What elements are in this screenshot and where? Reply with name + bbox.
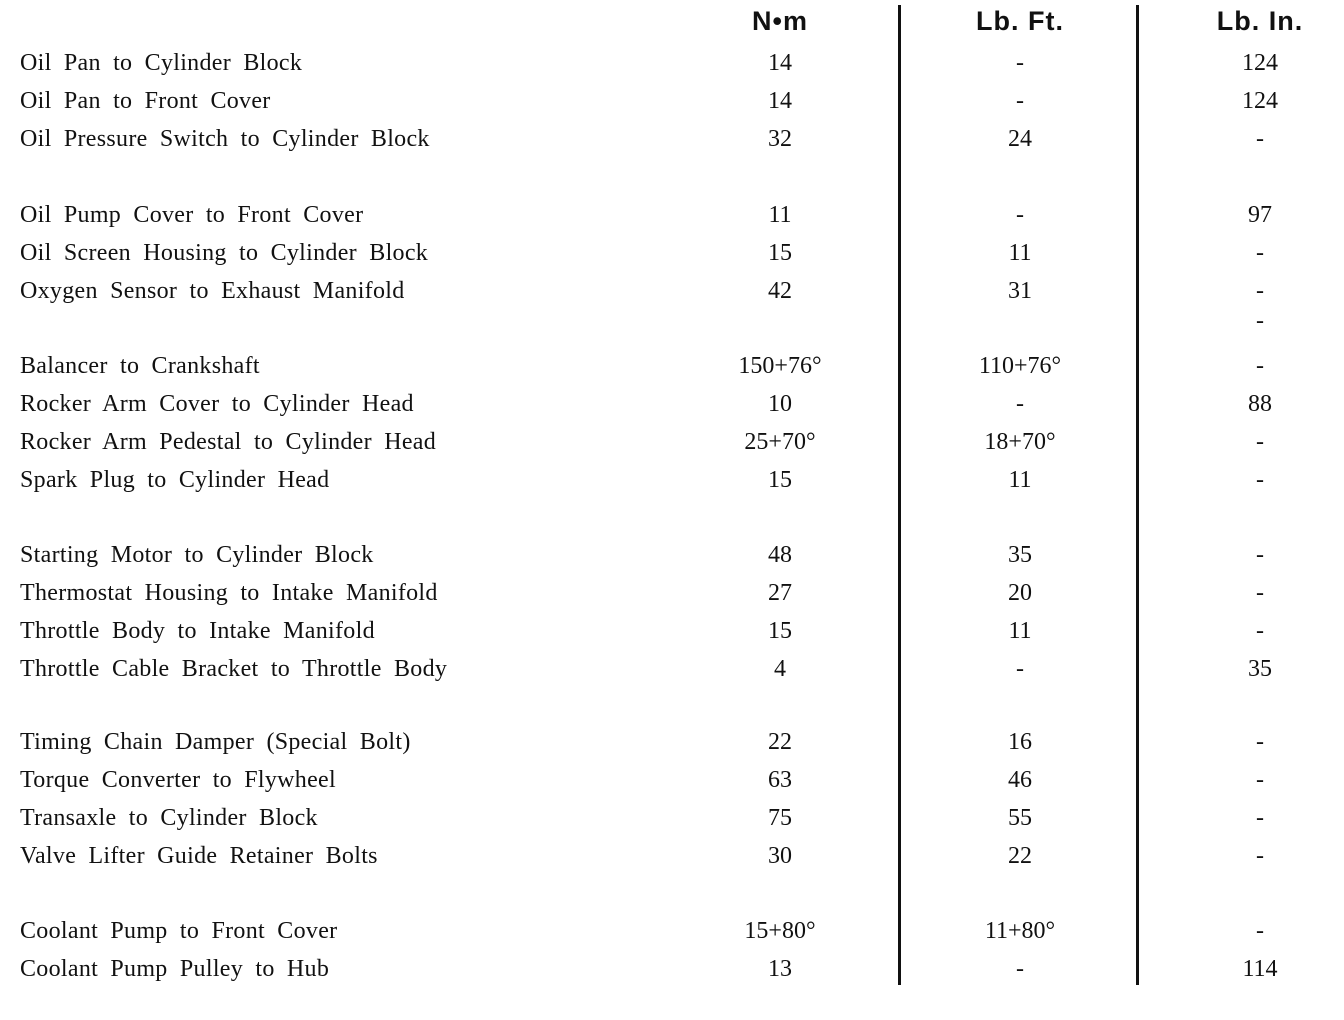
value-nm: 30 bbox=[768, 843, 792, 869]
header-nm: N•m bbox=[752, 6, 808, 36]
row-label: Oil Pump Cover to Front Cover bbox=[20, 202, 364, 228]
table-row bbox=[0, 120, 1344, 158]
value-lbft: 11 bbox=[1008, 618, 1032, 644]
value-lbin: - bbox=[1256, 467, 1264, 493]
row-label: Rocker Arm Cover to Cylinder Head bbox=[20, 391, 414, 417]
row-label: Rocker Arm Pedestal to Cylinder Head bbox=[20, 429, 437, 455]
value-nm: 75 bbox=[768, 805, 792, 831]
value-nm: 11 bbox=[768, 202, 792, 228]
value-lbft: 46 bbox=[1008, 767, 1032, 793]
table-row bbox=[0, 650, 1344, 688]
row-label: Spark Plug to Cylinder Head bbox=[20, 467, 330, 493]
value-nm: 15 bbox=[768, 467, 792, 493]
row-label: Timing Chain Damper (Special Bolt) bbox=[20, 729, 411, 755]
value-lbin: - bbox=[1256, 767, 1264, 793]
value-lbin: - bbox=[1256, 805, 1264, 831]
row-label: Throttle Cable Bracket to Throttle Body bbox=[20, 656, 448, 682]
value-nm: 42 bbox=[768, 278, 792, 304]
row-label: Throttle Body to Intake Manifold bbox=[20, 618, 375, 644]
value-lbft: 22 bbox=[1008, 843, 1032, 869]
table-row bbox=[0, 234, 1344, 272]
value-lbft: - bbox=[1016, 50, 1024, 76]
header-lbin: Lb. In. bbox=[1216, 6, 1304, 36]
value-lbin: - bbox=[1256, 618, 1264, 644]
table-row bbox=[0, 423, 1344, 461]
value-lbin: 114 bbox=[1242, 956, 1278, 982]
value-nm: 48 bbox=[768, 542, 792, 568]
value-nm: 32 bbox=[768, 126, 792, 152]
value-nm: 27 bbox=[768, 580, 792, 606]
value-lbft: - bbox=[1016, 88, 1024, 114]
value-nm: 22 bbox=[768, 729, 792, 755]
value-lbft: - bbox=[1016, 656, 1024, 682]
value-lbin: - bbox=[1256, 729, 1264, 755]
row-label: Torque Converter to Flywheel bbox=[20, 767, 336, 793]
row-label: Valve Lifter Guide Retainer Bolts bbox=[20, 843, 378, 869]
table-row bbox=[0, 950, 1344, 988]
row-label: Coolant Pump to Front Cover bbox=[20, 918, 338, 944]
value-nm: 4 bbox=[774, 656, 786, 682]
row-label: Oil Pressure Switch to Cylinder Block bbox=[20, 126, 430, 152]
value-lbft: 31 bbox=[1008, 278, 1032, 304]
table-row bbox=[0, 272, 1344, 310]
table-row bbox=[0, 385, 1344, 423]
value-lbin: 124 bbox=[1242, 88, 1278, 114]
value-lbin: 97 bbox=[1248, 202, 1272, 228]
value-lbin: - bbox=[1256, 580, 1264, 606]
value-lbin: - bbox=[1256, 240, 1264, 266]
value-nm: 150+76° bbox=[738, 353, 822, 379]
table-row bbox=[0, 574, 1344, 612]
table-row bbox=[0, 82, 1344, 120]
row-label: Transaxle to Cylinder Block bbox=[20, 805, 318, 831]
value-lbin: - bbox=[1256, 918, 1264, 944]
value-lbin: - bbox=[1256, 278, 1264, 304]
value-nm: 14 bbox=[768, 50, 792, 76]
value-lbft: 55 bbox=[1008, 805, 1032, 831]
value-nm: 25+70° bbox=[744, 429, 816, 455]
value-nm: 13 bbox=[768, 956, 792, 982]
row-label: Oil Pan to Front Cover bbox=[20, 88, 271, 114]
table-row bbox=[0, 837, 1344, 875]
value-nm: 63 bbox=[768, 767, 792, 793]
table-row bbox=[0, 912, 1344, 950]
value-lbft: - bbox=[1016, 202, 1024, 228]
row-label: Oil Screen Housing to Cylinder Block bbox=[20, 240, 429, 266]
value-lbft: 20 bbox=[1008, 580, 1032, 606]
value-lbft: 110+76° bbox=[978, 353, 1062, 379]
table-row bbox=[0, 536, 1344, 574]
value-lbin: - bbox=[1256, 353, 1264, 379]
row-label: Coolant Pump Pulley to Hub bbox=[20, 956, 330, 982]
value-lbin: - bbox=[1256, 542, 1264, 568]
value-lbft: 11 bbox=[1008, 240, 1032, 266]
value-lbft: 16 bbox=[1008, 729, 1032, 755]
table-row bbox=[0, 196, 1344, 234]
value-nm: 14 bbox=[768, 88, 792, 114]
value-lbft: 18+70° bbox=[984, 429, 1056, 455]
value-nm: 15 bbox=[768, 240, 792, 266]
row-label: Starting Motor to Cylinder Block bbox=[20, 542, 374, 568]
table-row bbox=[0, 761, 1344, 799]
table-row bbox=[0, 612, 1344, 650]
value-lbft: - bbox=[1016, 391, 1024, 417]
value-lbft: 35 bbox=[1008, 542, 1032, 568]
table-row bbox=[0, 44, 1344, 82]
table-row bbox=[0, 461, 1344, 499]
table-row bbox=[0, 723, 1344, 761]
value-lbft: - bbox=[1016, 956, 1024, 982]
table-row bbox=[0, 799, 1344, 837]
value-lbin: - bbox=[1256, 429, 1264, 455]
value-lbft: 11+80° bbox=[984, 918, 1056, 944]
value-lbin: 124 bbox=[1242, 50, 1278, 76]
value-lbin: 88 bbox=[1248, 391, 1272, 417]
value-lbin: 35 bbox=[1248, 656, 1272, 682]
value-nm: 10 bbox=[768, 391, 792, 417]
value-lbin: - bbox=[1256, 126, 1264, 152]
value-nm: 15+80° bbox=[744, 918, 816, 944]
header-lbft: Lb. Ft. bbox=[976, 6, 1064, 36]
row-label: Oxygen Sensor to Exhaust Manifold bbox=[20, 278, 405, 304]
value-lbft: 24 bbox=[1008, 126, 1032, 152]
value-nm: 15 bbox=[768, 618, 792, 644]
table-row bbox=[0, 347, 1344, 385]
value-lbin: - bbox=[1256, 843, 1264, 869]
stray-dash: - bbox=[1256, 308, 1264, 334]
row-label: Thermostat Housing to Intake Manifold bbox=[20, 580, 438, 606]
value-lbft: 11 bbox=[1008, 467, 1032, 493]
row-label: Oil Pan to Cylinder Block bbox=[20, 50, 303, 76]
row-label: Balancer to Crankshaft bbox=[20, 353, 260, 379]
